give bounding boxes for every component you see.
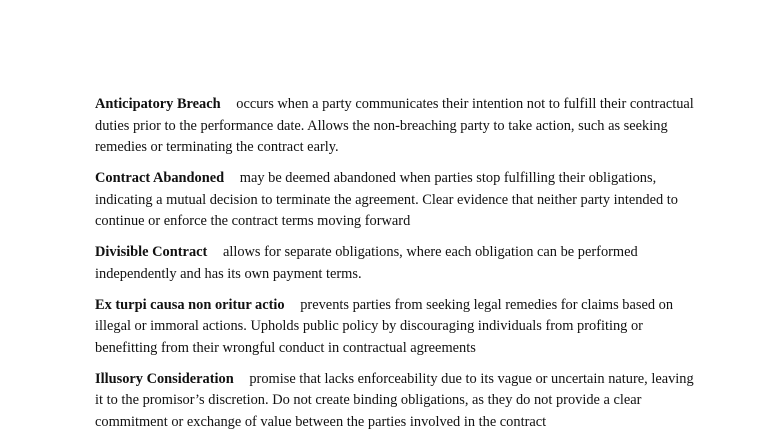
glossary-term: Contract Abandoned — [95, 170, 225, 186]
glossary-definition: may be deemed abandoned when parties stop fulfilling their obligations, indicating a mutual decision to terminate the agreement. Clear evidence that neither party intended to continue or enforce the contract terms moving forward — [95, 170, 679, 229]
glossary-definition: prevents parties from seeking legal remedies for claims based on illegal or immoral actions. Upholds public policy by discouraging individuals from profiting or benefitting from their wrongful conduct in contractual agreements — [95, 296, 674, 356]
glossary-term: Anticipatory Breach — [95, 96, 221, 112]
glossary-list — [95, 94, 695, 441]
glossary-entry-contract-abandoned — [95, 168, 695, 233]
glossary-term: Divisible Contract — [95, 244, 208, 260]
glossary-definition: occurs when a party communicates their intention not to fulfill their contractual duties prior to the performance date. Allows the non-breaching party to take action, such as seeking remedies or terminating the contract early. — [95, 96, 694, 155]
glossary-entry-ex-turpi-causa — [95, 295, 695, 360]
glossary-entry-illusory-consideration — [95, 369, 695, 434]
glossary-entry-divisible-contract — [95, 242, 695, 285]
glossary-definition: promise that lacks enforceability due to its vague or uncertain nature, leaving it to the promisor’s discretion. Do not create binding obligations, as they do not provide a clear commitment or exchange of value between the parties involved in the contract — [95, 370, 694, 430]
glossary-definition: allows for separate obligations, where each obligation can be performed independently and has its own payment terms. — [95, 244, 638, 282]
glossary-term: Illusory Consideration — [95, 370, 234, 387]
glossary-entry-anticipatory-breach — [95, 94, 695, 159]
glossary-term: Ex turpi causa non oritur actio — [95, 296, 285, 313]
